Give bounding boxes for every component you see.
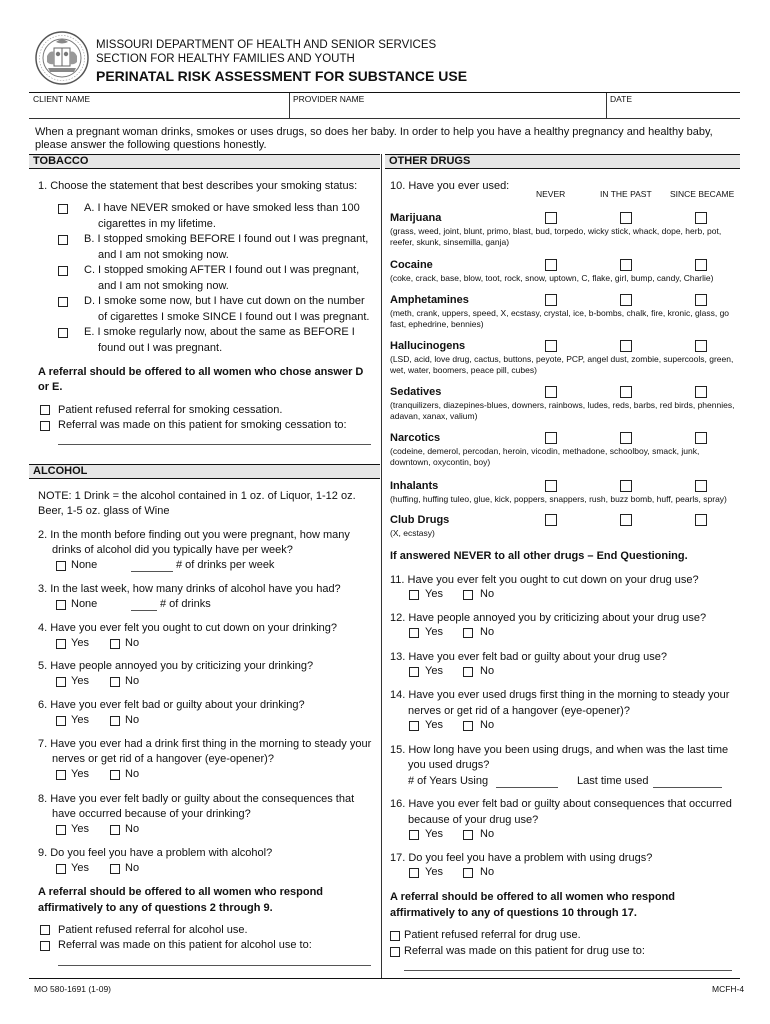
q2-text-cont: drinks of alcohol did you typically have per week? [52, 544, 293, 556]
q2-none-label: None [71, 559, 98, 571]
hallucinogens-since-became-checkbox[interactable] [695, 340, 707, 352]
q6-yes-label: Yes [71, 714, 89, 726]
q5-yes-checkbox[interactable] [56, 677, 66, 687]
q13-yes-label: Yes [425, 665, 443, 677]
q4-no-checkbox[interactable] [110, 639, 120, 649]
q3-text: 3. In the last week, how many drinks of alcohol have you had? [38, 583, 341, 595]
q9-text: 9. Do you feel you have a problem with alcohol? [38, 847, 273, 859]
identity-row [29, 92, 740, 119]
drug-name-inhalants: Inhalants [390, 480, 439, 492]
q16-text-cont: because of your drug use? [408, 814, 539, 826]
marijuana-since-became-checkbox[interactable] [695, 212, 707, 224]
tobacco-referral-note-cont: or E. [38, 381, 63, 393]
drug-description-club-drugs: (X, ecstasy) [390, 528, 435, 538]
q4-text: 4. Have you ever felt you ought to cut down on your drinking? [38, 622, 338, 634]
smoking-option-d-label: D. I smoke some now, but I have cut down on the number [84, 295, 365, 307]
form-title: PERINATAL RISK ASSESSMENT FOR SUBSTANCE USE [96, 68, 468, 84]
drug-description-inhalants: (huffing, huffing tuleo, glue, kick, poppers, snappers, rush, buzz bomb, huff, pearls, spray) [390, 494, 727, 504]
q17-no-checkbox[interactable] [463, 868, 473, 878]
inhalants-in-the-past-checkbox[interactable] [620, 480, 632, 492]
drug-name-cocaine: Cocaine [390, 259, 433, 271]
column-never: NEVER [536, 189, 566, 199]
narcotics-in-the-past-checkbox[interactable] [620, 432, 632, 444]
q3-drinks-label: # of drinks [160, 598, 211, 610]
alcohol-referral-made-label: Referral was made on this patient for alcohol use to: [58, 939, 312, 951]
drug-name-hallucinogens: Hallucinogens [390, 340, 466, 352]
q5-no-label: No [125, 675, 140, 687]
q7-text: 7. Have you ever had a drink first thing in the morning to steady your [38, 738, 372, 750]
q13-text: 13. Have you ever felt bad or guilty about your drug use? [390, 651, 668, 663]
form-code: MCFH-4 [712, 984, 745, 994]
q15-last-time-label: Last time used [577, 775, 649, 787]
smoking-option-a-label: A. I have NEVER smoked or have smoked less than 100 [84, 202, 360, 214]
intro-line-1: When a pregnant woman drinks, smokes or uses drugs, so does her baby. In order to help you have a healthy pregnancy and healthy baby, [35, 126, 713, 138]
smoking-option-e-label: E. I smoke regularly now, about the same as BEFORE I [84, 326, 355, 338]
q14-no-checkbox[interactable] [463, 721, 473, 731]
intro-line-2: please answer the following questions honestly. [35, 139, 267, 151]
q11-no-label: No [480, 588, 495, 600]
drug-name-club-drugs: Club Drugs [390, 514, 450, 526]
smoking-option-e-checkbox[interactable] [58, 328, 68, 338]
q12-no-label: No [480, 626, 495, 638]
drug-referral-refused-label: Patient refused referral for drug use. [404, 929, 581, 941]
q9-no-label: No [125, 862, 140, 874]
alcohol-note: NOTE: 1 Drink = the alcohol contained in 1 oz. of Liquor, 1-12 oz. [38, 490, 356, 502]
q15-text: 15. How long have you been using drugs, and when was the last time [390, 744, 729, 756]
alcohol-referral-refused-label: Patient refused referral for alcohol use. [58, 924, 248, 936]
form-number: MO 580-1691 (1-09) [34, 984, 112, 994]
sedatives-since-became-checkbox[interactable] [695, 386, 707, 398]
q12-yes-checkbox[interactable] [409, 628, 419, 638]
drug-description-narcotics: (codeine, demerol, percodan, heroin, vicodin, methadone, schoolboy, smack, junk, downtown, oxycontin, boy) [390, 446, 700, 467]
q13-no-checkbox[interactable] [463, 667, 473, 677]
sedatives-never-checkbox[interactable] [545, 386, 557, 398]
cocaine-never-checkbox[interactable] [545, 259, 557, 271]
drugs-referral-note-cont: affirmatively to any of questions 10 through 17. [390, 907, 637, 919]
smoking-referral-made-checkbox[interactable] [40, 421, 50, 431]
q6-no-checkbox[interactable] [110, 716, 120, 726]
q5-no-checkbox[interactable] [110, 677, 120, 687]
q2-none-checkbox[interactable] [56, 561, 66, 571]
column-since-became: SINCE BECAME [670, 189, 735, 199]
tobacco-referral-note: A referral should be offered to all women who chose answer D [38, 366, 364, 378]
sedatives-in-the-past-checkbox[interactable] [620, 386, 632, 398]
q9-yes-checkbox[interactable] [56, 864, 66, 874]
drugs-referral-note: A referral should be offered to all women who respond [390, 891, 676, 903]
smoking-option-b-label-cont: and I am not smoking now. [98, 249, 229, 261]
q4-yes-label: Yes [71, 637, 89, 649]
inhalants-never-checkbox[interactable] [545, 480, 557, 492]
smoking-referral-made-label: Referral was made on this patient for smoking cessation to: [58, 419, 347, 431]
alcohol-referral-note-cont: affirmatively to any of questions 2 through 9. [38, 902, 273, 914]
cocaine-since-became-checkbox[interactable] [695, 259, 707, 271]
column-in-the-past: IN THE PAST [600, 189, 652, 199]
q8-text: 8. Have you ever felt badly or guilty about the consequences that [38, 793, 355, 805]
smoking-option-d-label-cont: of cigarettes I smoke SINCE I found out I was pregnant. [98, 311, 370, 323]
other-drugs-heading: OTHER DRUGS [385, 154, 740, 169]
drug-name-sedatives: Sedatives [390, 386, 442, 398]
alcohol-referral-to-line[interactable] [58, 965, 371, 966]
smoking-option-a-checkbox[interactable] [58, 204, 68, 214]
smoking-option-b-label: B. I stopped smoking BEFORE I found out I was pregnant, [84, 233, 369, 245]
drug-description-sedatives: (tranquilizers, diazepines-blues, downers, rainbows, ludes, reds, barbs, red birds, phennies, adavan, xanax, valium) [390, 400, 735, 421]
drug-name-narcotics: Narcotics [390, 432, 441, 444]
q17-yes-label: Yes [425, 866, 443, 878]
q11-text: 11. Have you ever felt you ought to cut down on your drug use? [390, 574, 699, 586]
q6-yes-checkbox[interactable] [56, 716, 66, 726]
q16-no-checkbox[interactable] [463, 830, 473, 840]
footer-rule [29, 978, 740, 979]
q2-per-week-label: # of drinks per week [176, 559, 275, 571]
q15-years-label: # of Years Using [408, 775, 489, 787]
q2-text: 2. In the month before finding out you were pregnant, how many [38, 529, 350, 541]
alcohol-referral-made-checkbox[interactable] [40, 941, 50, 951]
q14-text: 14. Have you ever used drugs first thing in the morning to steady your [390, 689, 730, 701]
q14-no-label: No [480, 719, 495, 731]
smoking-option-c-checkbox[interactable] [58, 266, 68, 276]
never-end-instruction: If answered NEVER to all other drugs – End Questioning. [390, 550, 688, 562]
q11-yes-checkbox[interactable] [409, 590, 419, 600]
q8-no-label: No [125, 823, 140, 835]
q11-yes-label: Yes [425, 588, 443, 600]
cocaine-in-the-past-checkbox[interactable] [620, 259, 632, 271]
drug-name-amphetamines: Amphetamines [390, 294, 469, 306]
q7-no-checkbox[interactable] [110, 770, 120, 780]
drug-description-marijuana: (grass, weed, joint, blunt, primo, blast, bud, torpedo, wicky stick, whack, dope, herb, pot, reefer, skunk, sinsemilla, ganja) [390, 226, 722, 247]
q16-text: 16. Have you ever felt bad or guilty about consequences that occurred [390, 798, 732, 810]
drug-description-amphetamines: (meth, crank, uppers, speed, X, ecstasy, crystal, ice, b-bombs, chalk, fire, kronic, glass, go fast, ephedrine, bennies) [390, 308, 730, 329]
q7-yes-checkbox[interactable] [56, 770, 66, 780]
smoking-option-a-label-cont: cigarettes in my lifetime. [98, 218, 216, 230]
drug-description-cocaine: (coke, crack, base, blow, toot, rock, snow, uptown, C, flake, girl, bump, candy, Charlie) [390, 273, 714, 283]
q12-no-checkbox[interactable] [463, 628, 473, 638]
alcohol-referral-refused-checkbox[interactable] [40, 925, 50, 935]
q7-no-label: No [125, 768, 140, 780]
q14-yes-checkbox[interactable] [409, 721, 419, 731]
q8-yes-label: Yes [71, 823, 89, 835]
smoking-option-e-label-cont: found out I was pregnant. [98, 342, 223, 354]
q6-text: 6. Have you ever felt bad or guilty about your drinking? [38, 699, 305, 711]
amphetamines-never-checkbox[interactable] [545, 294, 557, 306]
smoking-option-b-checkbox[interactable] [58, 235, 68, 245]
club-drugs-never-checkbox[interactable] [545, 514, 557, 526]
q15-text-cont: you used drugs? [408, 759, 490, 771]
q13-no-label: No [480, 665, 495, 677]
drug-referral-made-checkbox[interactable] [390, 947, 400, 957]
q8-no-checkbox[interactable] [110, 825, 120, 835]
inhalants-since-became-checkbox[interactable] [695, 480, 707, 492]
q14-text-cont: nerves or get rid of a hangover (eye-opener)? [408, 705, 630, 717]
q17-yes-checkbox[interactable] [409, 868, 419, 878]
narcotics-since-became-checkbox[interactable] [695, 432, 707, 444]
q10-text: 10. Have you ever used: [390, 180, 510, 192]
provider-name-field[interactable]: PROVIDER NAME [293, 94, 365, 104]
q9-yes-label: Yes [71, 862, 89, 874]
smoking-referral-refused-checkbox[interactable] [40, 405, 50, 415]
q4-no-label: No [125, 637, 140, 649]
club-drugs-since-became-checkbox[interactable] [695, 514, 707, 526]
q4-yes-checkbox[interactable] [56, 639, 66, 649]
q5-yes-label: Yes [71, 675, 89, 687]
q16-yes-checkbox[interactable] [409, 830, 419, 840]
hallucinogens-never-checkbox[interactable] [545, 340, 557, 352]
marijuana-never-checkbox[interactable] [545, 212, 557, 224]
q8-yes-checkbox[interactable] [56, 825, 66, 835]
q2-drinks-input[interactable] [131, 571, 173, 572]
department-name: MISSOURI DEPARTMENT OF HEALTH AND SENIOR SERVICES [96, 39, 437, 51]
marijuana-in-the-past-checkbox[interactable] [620, 212, 632, 224]
smoking-option-c-label: C. I stopped smoking AFTER I found out I was pregnant, [84, 264, 360, 276]
q1-text: 1. Choose the statement that best describes your smoking status: [38, 180, 358, 192]
smoking-option-d-checkbox[interactable] [58, 297, 68, 307]
smoking-referral-to-line[interactable] [58, 444, 371, 445]
q5-text: 5. Have people annoyed you by criticizing your drinking? [38, 660, 314, 672]
q7-yes-label: Yes [71, 768, 89, 780]
alcohol-referral-note: A referral should be offered to all women who respond [38, 886, 324, 898]
club-drugs-in-the-past-checkbox[interactable] [620, 514, 632, 526]
amphetamines-in-the-past-checkbox[interactable] [620, 294, 632, 306]
amphetamines-since-became-checkbox[interactable] [695, 294, 707, 306]
drug-name-marijuana: Marijuana [390, 212, 442, 224]
q6-no-label: No [125, 714, 140, 726]
q15-years-input[interactable] [496, 787, 558, 788]
q8-text-cont: have occurred because of your drinking? [52, 808, 251, 820]
drug-referral-refused-checkbox[interactable] [390, 931, 400, 941]
column-divider [381, 154, 382, 978]
date-field[interactable]: DATE [610, 94, 633, 104]
narcotics-never-checkbox[interactable] [545, 432, 557, 444]
q9-no-checkbox[interactable] [110, 864, 120, 874]
q3-drinks-input[interactable] [131, 610, 157, 611]
q14-yes-label: Yes [425, 719, 443, 731]
q7-text-cont: nerves or get rid of a hangover (eye-opener)? [52, 753, 274, 765]
alcohol-note-cont: Beer, 1-5 oz. glass of Wine [38, 505, 170, 517]
tobacco-heading: TOBACCO [29, 154, 380, 169]
state-seal-logo [34, 30, 90, 86]
client-name-field[interactable]: CLIENT NAME [33, 94, 90, 104]
smoking-option-c-label-cont: and I am not smoking now. [98, 280, 229, 292]
q11-no-checkbox[interactable] [463, 590, 473, 600]
q3-none-checkbox[interactable] [56, 600, 66, 610]
alcohol-heading: ALCOHOL [29, 464, 380, 479]
q17-no-label: No [480, 866, 495, 878]
q12-yes-label: Yes [425, 626, 443, 638]
hallucinogens-in-the-past-checkbox[interactable] [620, 340, 632, 352]
section-name: SECTION FOR HEALTHY FAMILIES AND YOUTH [96, 53, 355, 65]
drug-description-hallucinogens: (LSD, acid, love drug, cactus, buttons, peyote, PCP, angel dust, zombie, supercools, green, wet, water, boomers, peace pill, cubes) [390, 354, 734, 375]
q17-text: 17. Do you feel you have a problem with using drugs? [390, 852, 653, 864]
q12-text: 12. Have people annoyed you by criticizing about your drug use? [390, 612, 707, 624]
q16-yes-label: Yes [425, 828, 443, 840]
q16-no-label: No [480, 828, 495, 840]
drug-referral-made-label: Referral was made on this patient for drug use to: [404, 945, 645, 957]
q13-yes-checkbox[interactable] [409, 667, 419, 677]
q15-last-time-input[interactable] [653, 787, 722, 788]
drug-referral-to-line[interactable] [404, 970, 732, 971]
q3-none-label: None [71, 598, 98, 610]
smoking-referral-refused-label: Patient refused referral for smoking cessation. [58, 404, 283, 416]
